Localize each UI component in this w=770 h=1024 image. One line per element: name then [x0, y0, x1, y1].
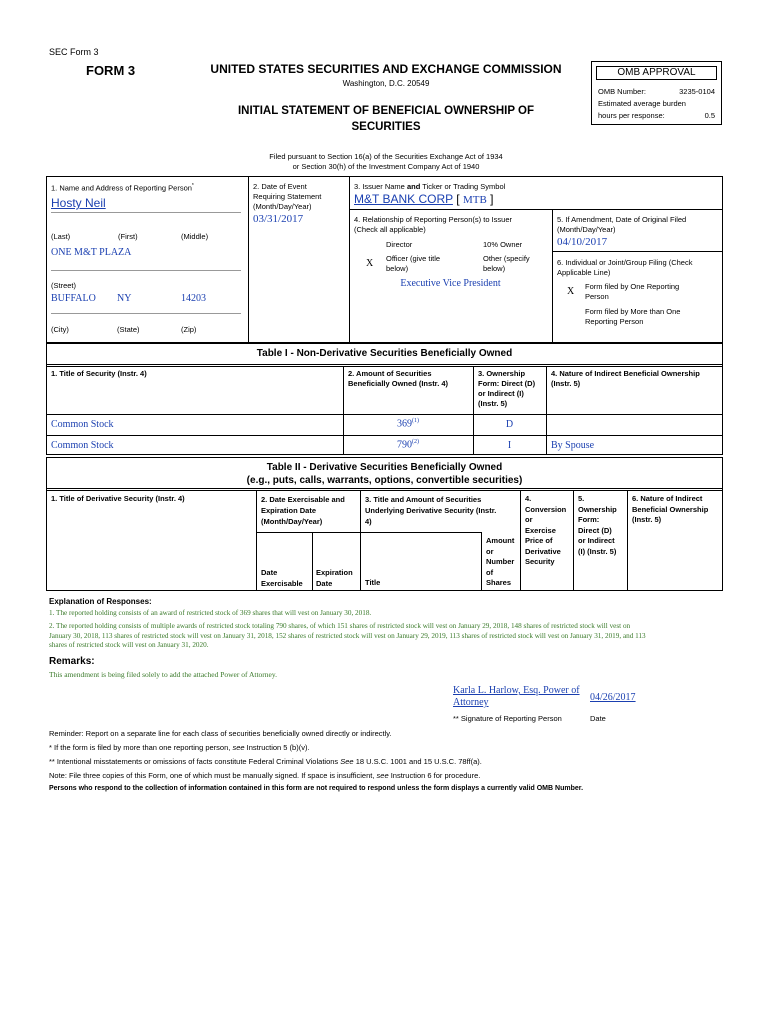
- table-1-title: Table I - Non-Derivative Securities Beneficially Owned: [256, 348, 513, 359]
- omb-hours-value: 0.5: [704, 111, 715, 120]
- table-2-col-underlying-title: Title: [365, 578, 381, 587]
- city-label: (City): [51, 325, 69, 334]
- issuer-name[interactable]: M&T BANK CORP: [354, 192, 453, 206]
- zip-value: 14203: [181, 293, 206, 304]
- agency-title: UNITED STATES SECURITIES AND EXCHANGE COMMISSION: [210, 62, 562, 76]
- table-row-2-form: I: [507, 440, 512, 451]
- filed-pursuant-line2: or Section 30(h) of the Investment Company Act of 1940: [292, 162, 480, 171]
- officer-check-mark: X: [366, 258, 374, 269]
- footer-reminder: Reminder: Report on a separate line for each class of securities beneficially owned directly or indirectly.: [49, 729, 392, 738]
- table-row-1-form: D: [505, 419, 514, 430]
- omb-title: OMB APPROVAL: [596, 66, 717, 80]
- footnote-2: 2. The reported holding consists of multiple awards of restricted stock totaling 790 shares, of which 151 shares of restricted stock will vest on January 29, 2018, 148 shares of restricted stock will vest on January 30, 2018, 113 shares of restricted stock will vest on January 31, 2018, 152 shares of restricted stock will vest on January 29, 2019, 113 shares of restricted stock will vest on January 31, 2019, and 113 shares of restricted stock will vest on January 31, 2020.: [49, 622, 646, 650]
- issuer-ticker: MTB: [462, 194, 487, 206]
- issuer-name-row: M&T BANK CORP [ MTB ]: [354, 192, 494, 206]
- ten-percent-owner-option: 10% Owner: [483, 240, 523, 249]
- table-row-2-title: Common Stock: [51, 440, 114, 451]
- table-2-col-expiration: Expiration Date: [316, 568, 353, 588]
- footer-note: Note: File three copies of this Form, one of which must be manually signed. If space is insufficient, see Instruction 6 for procedure.: [49, 771, 481, 780]
- filed-pursuant-line1: Filed pursuant to Section 16(a) of the Securities Exchange Act of 1934: [269, 152, 503, 161]
- issuer-label: 3. Issuer Name and Ticker or Trading Symbol: [354, 182, 506, 191]
- one-person-option: Form filed by One Reporting Person: [585, 282, 680, 301]
- middle-name-label: (Middle): [181, 232, 209, 241]
- reporter-name[interactable]: Hosty Neil: [51, 196, 106, 210]
- filing-type-label: 6. Individual or Joint/Group Filing (Check Applicable Line): [557, 258, 693, 277]
- officer-title: Executive Vice President: [400, 278, 501, 289]
- multiple-persons-option: Form filed by More than One Reporting Person: [585, 307, 681, 326]
- sec-form-label: SEC Form 3: [49, 47, 99, 57]
- zip-label: (Zip): [181, 325, 197, 334]
- form-number: FORM 3: [86, 63, 136, 78]
- footer-omb-notice: Persons who respond to the collection of information contained in this form are not required to respond unless the form displays a currently valid OMB Number.: [49, 785, 584, 792]
- table-1-col-amount: 2. Amount of Securities Beneficially Owned (Instr. 4): [348, 369, 449, 388]
- director-option: Director: [386, 240, 413, 249]
- reporter-name-label: 1. Name and Address of Reporting Person*: [51, 183, 194, 193]
- explanation-title: Explanation of Responses:: [49, 597, 152, 606]
- form-title-line2: SECURITIES: [351, 121, 421, 133]
- event-date-value: 03/31/2017: [253, 213, 304, 225]
- table-1-col-title: 1. Title of Security (Instr. 4): [51, 369, 147, 378]
- signature-label: ** Signature of Reporting Person: [453, 714, 562, 723]
- table-2-col-underlying: 3. Title and Amount of Securities Underlying Derivative Security (Instr. 4): [365, 495, 497, 526]
- table-row-2-amount: 790$^{(2)}$: [397, 439, 419, 451]
- officer-option: Officer (give title below): [386, 254, 441, 273]
- street-label: (Street): [51, 281, 77, 290]
- table-row-2-nature: By Spouse: [551, 440, 595, 451]
- omb-approval-box: [591, 61, 722, 125]
- other-option: Other (specify below): [483, 254, 530, 273]
- table-2-col-amount-shares: Amount or Number of Shares: [486, 536, 515, 587]
- street-value: ONE M&T PLAZA: [51, 247, 132, 258]
- table-row-1-title: Common Stock: [51, 419, 114, 430]
- table-2-col-title: 1. Title of Derivative Security (Instr. 4): [51, 494, 185, 503]
- remarks-title: Remarks:: [49, 656, 95, 667]
- signature-date: 04/26/2017: [590, 692, 636, 703]
- omb-number-value: 3235-0104: [679, 87, 715, 96]
- omb-burden-label: Estimated average burden: [598, 99, 686, 108]
- footnote-1: 1. The reported holding consists of an award of restricted stock of 369 shares that will vest on January 30, 2018.: [49, 609, 372, 617]
- table-2-col-dates: 2. Date Exercisable and Expiration Date (Month/Day/Year): [261, 495, 345, 526]
- table-2-col-nature: 6. Nature of Indirect Beneficial Ownership (Instr. 5): [632, 494, 709, 524]
- state-value: NY: [117, 293, 132, 304]
- table-2-title-line1: Table II - Derivative Securities Beneficially Owned: [266, 462, 503, 473]
- footer-misstatements: ** Intentional misstatements or omissions of facts constitute Federal Criminal Violations See 18 U.S.C. 1001 and 15 U.S.C. 78ff(a).: [49, 757, 482, 766]
- amendment-label: 5. If Amendment, Date of Original Filed (Month/Day/Year): [557, 215, 687, 234]
- relationship-label: 4. Relationship of Reporting Person(s) to Issuer (Check all applicable): [354, 215, 512, 234]
- footer-multiple-persons: * If the form is filed by more than one reporting person, see Instruction 5 (b)(v).: [49, 743, 310, 752]
- event-date-label: 2. Date of Event Requiring Statement (Month/Day/Year): [253, 182, 322, 211]
- amendment-date: 04/10/2017: [557, 236, 608, 248]
- table-1-col-ownership: 3. Ownership Form: Direct (D) or Indirect (I) (Instr. 5): [478, 369, 536, 408]
- table-2-title-line2: (e.g., puts, calls, warrants, options, convertible securities): [246, 475, 523, 486]
- last-name-label: (Last): [51, 232, 71, 241]
- omb-hours-label: hours per response:: [598, 111, 665, 120]
- remarks-text: This amendment is being filed solely to add the attached Power of Attorney.: [49, 670, 277, 679]
- omb-number-label: OMB Number:: [598, 87, 646, 96]
- first-name-label: (First): [118, 232, 138, 241]
- date-label: Date: [590, 714, 606, 723]
- signature-name[interactable]: Karla L. Harlow, Esq. Power of Attorney: [453, 685, 580, 708]
- table-1-col-nature: 4. Nature of Indirect Beneficial Ownership (Instr. 5): [551, 369, 700, 388]
- city-value: BUFFALO: [51, 293, 96, 304]
- table-2-col-date-exercisable: Date Exercisable: [261, 568, 303, 588]
- one-person-check-mark: X: [567, 286, 575, 297]
- state-label: (State): [117, 325, 140, 334]
- agency-city: Washington, D.C. 20549: [342, 79, 430, 88]
- table-2-col-conversion: 4. Conversion or Exercise Price of Derivative Security: [525, 494, 567, 566]
- table-2-col-ownership: 5. Ownership Form: Direct (D) or Indirect (I) (Instr. 5): [578, 494, 617, 556]
- table-row-1-amount: 369$^{(1)}$: [397, 418, 419, 430]
- form-title-line1: INITIAL STATEMENT OF BENEFICIAL OWNERSHIP OF: [237, 105, 535, 117]
